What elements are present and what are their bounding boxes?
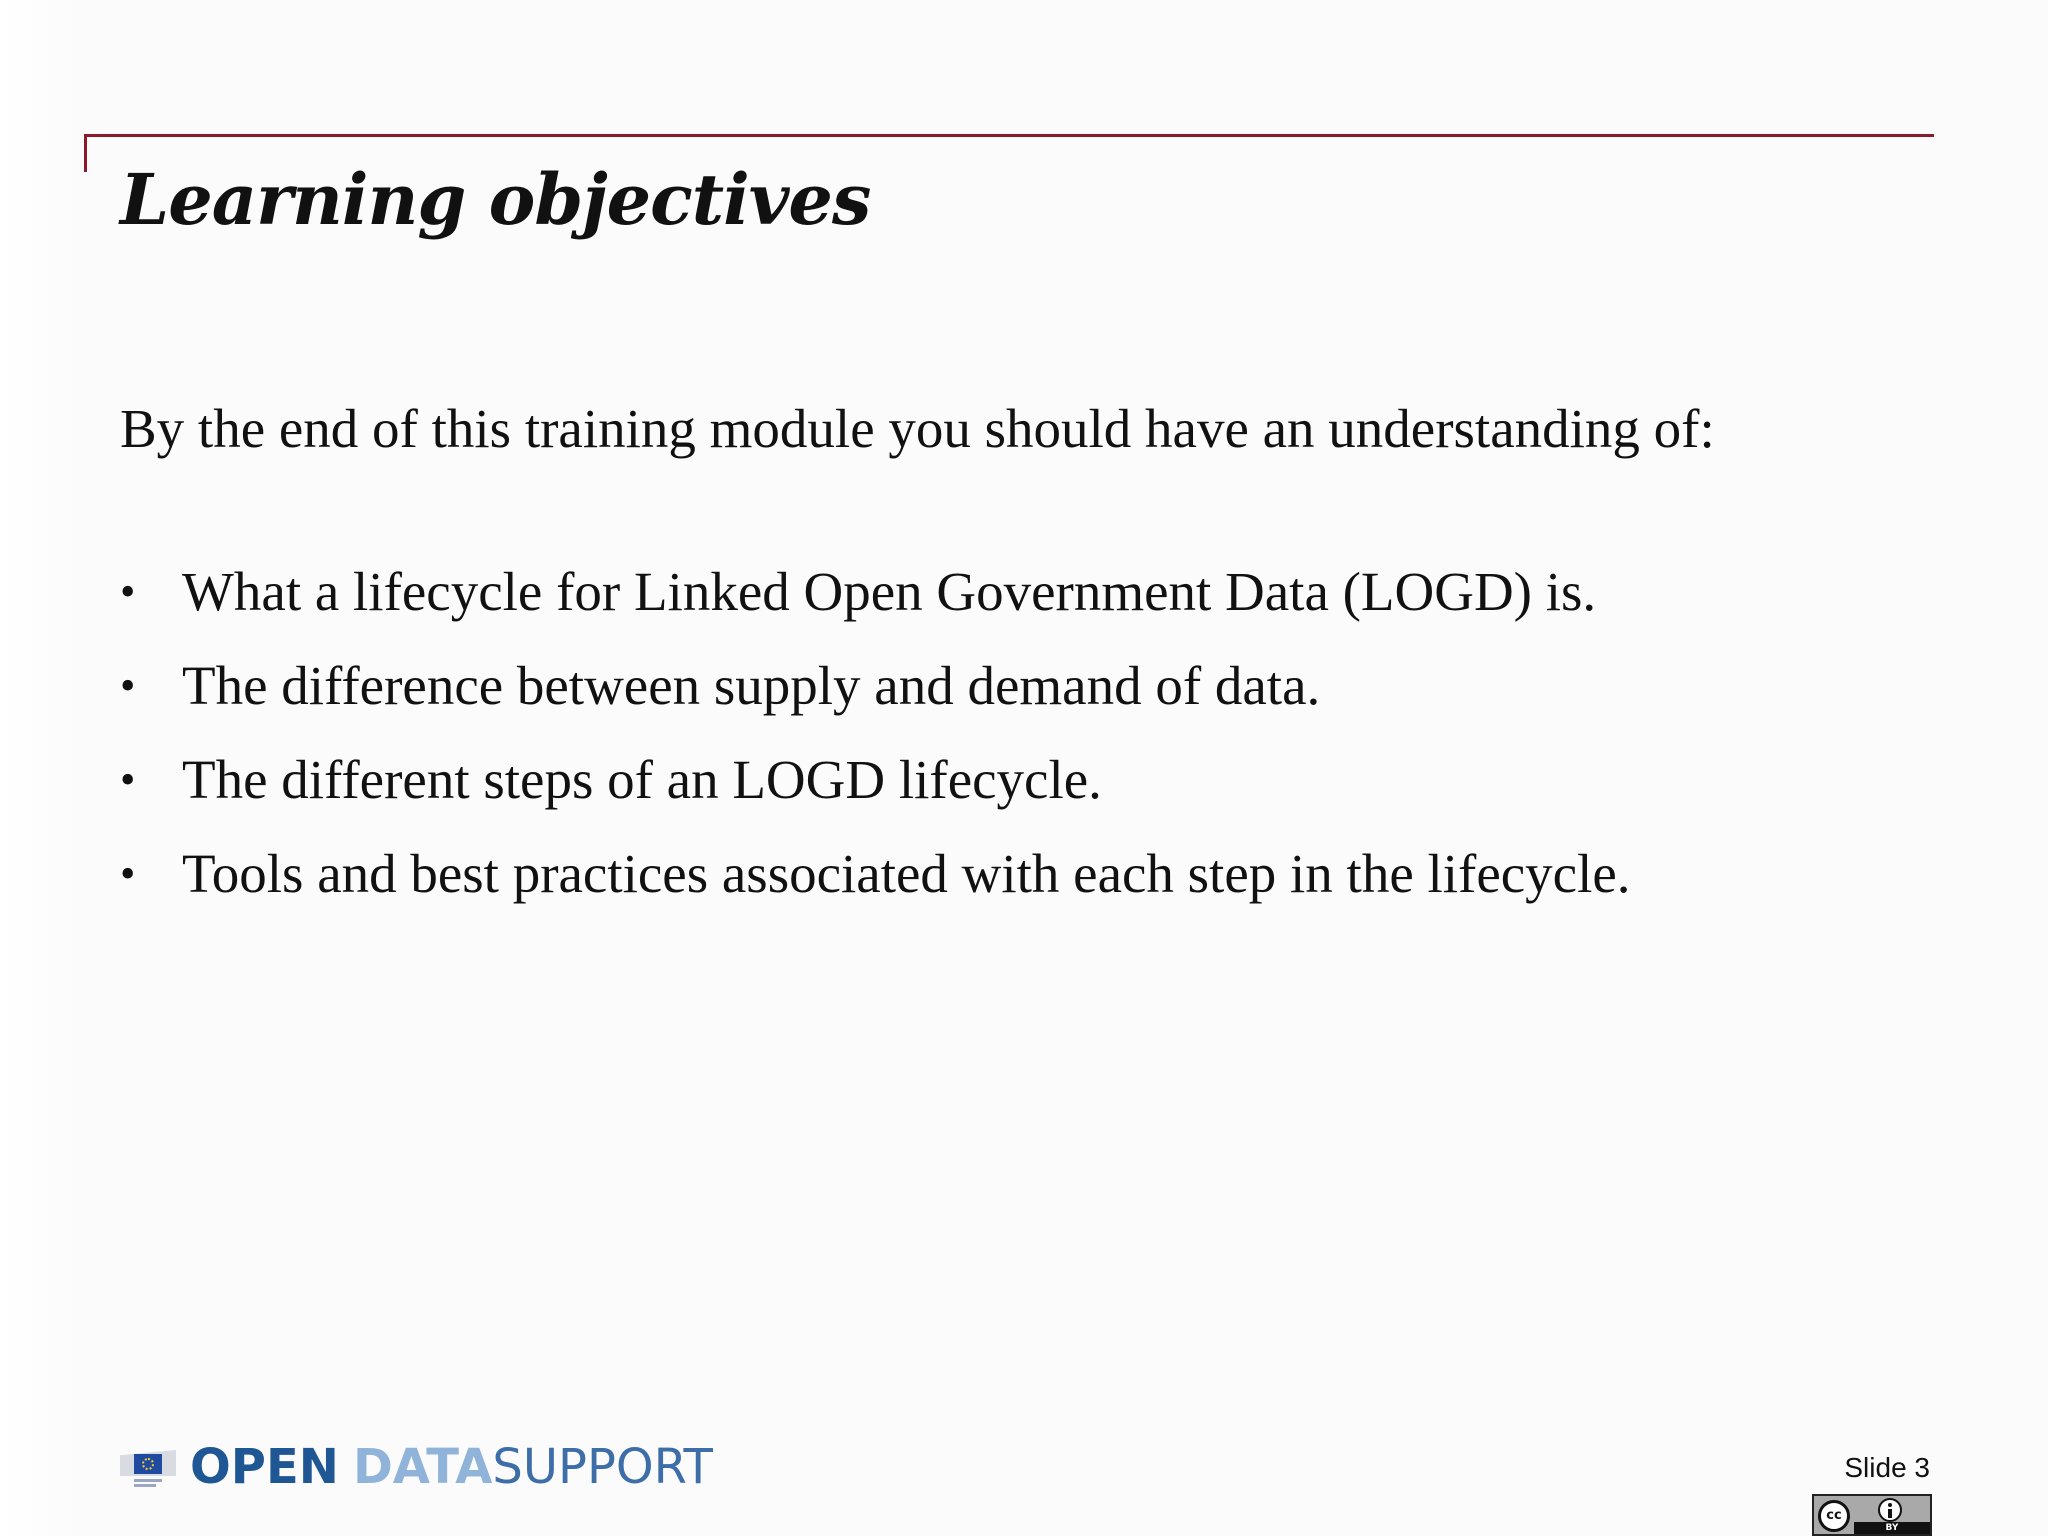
brand-word-support: SUPPORT xyxy=(492,1439,713,1495)
bullet-marker: • xyxy=(120,755,136,804)
list-item-text: The different steps of an LOGD lifecycle. xyxy=(182,749,1102,810)
slide-number: Slide 3 xyxy=(1844,1452,1930,1483)
title-rule-corner xyxy=(84,134,87,172)
title-rule xyxy=(84,134,1934,137)
european-commission-logo-icon xyxy=(120,1442,180,1492)
cc-icon: cc xyxy=(1818,1500,1850,1532)
list-item-text: Tools and best practices associated with each step in the lifecycle. xyxy=(182,843,1631,904)
objectives-list xyxy=(120,557,1920,933)
list-item xyxy=(120,839,1920,933)
intro-paragraph: By the end of this training module you should have an understanding of: xyxy=(120,398,1715,459)
attribution-person-icon xyxy=(1878,1498,1902,1522)
brand-word-data: DATA xyxy=(352,1439,493,1495)
license-by-label: BY xyxy=(1854,1522,1930,1534)
bullet-marker: • xyxy=(120,849,136,898)
list-item xyxy=(120,745,1920,839)
cc-by-license-icon xyxy=(1812,1494,1932,1536)
list-item-text: The difference between supply and demand of data. xyxy=(182,655,1321,716)
brand-word-open: OPEN xyxy=(190,1439,339,1495)
list-item-text: What a lifecycle for Linked Open Government Data (LOGD) is. xyxy=(182,561,1597,622)
bullet-marker: • xyxy=(120,661,136,710)
open-data-support-logo xyxy=(120,1432,713,1502)
brand-wordmark xyxy=(190,1432,713,1502)
bullet-marker: • xyxy=(120,567,136,616)
list-item xyxy=(120,557,1920,651)
slide-title: Learning objectives xyxy=(120,158,871,241)
list-item xyxy=(120,651,1920,745)
